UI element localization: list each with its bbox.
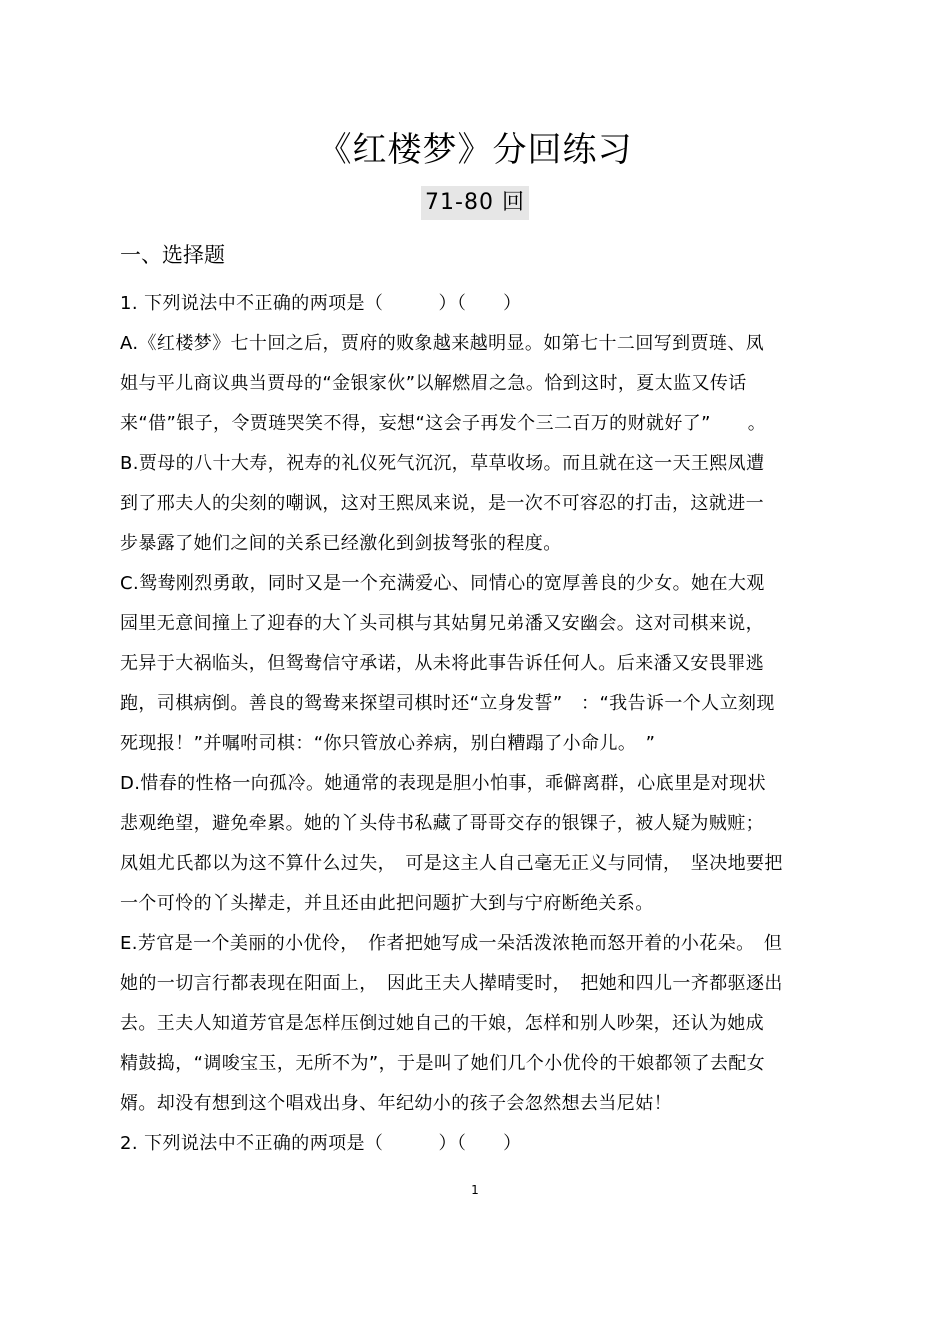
option-c-line-1: C.鸳鸯刚烈勇敢，同时又是一个充满爱心、同情心的宽厚善良的少女。她在大观 bbox=[120, 573, 765, 594]
document-title: 《红楼梦》分回练习 bbox=[317, 130, 633, 170]
option-d-line-2: 悲观绝望，避免牵累。她的丫头侍书私藏了哥哥交存的银锞子，被人疑为贼赃； bbox=[120, 813, 764, 834]
option-e-line-2: 她的一切言行都表现在阳面上， 因此王夫人撵晴雯时， 把她和四儿一齐都驱逐出 bbox=[120, 973, 783, 994]
option-a-line-1: A.《红楼梦》七十回之后，贾府的败象越来越明显。如第七十二回写到贾琏、凤 bbox=[120, 333, 765, 354]
option-c-line-2: 园里无意间撞上了迎春的大丫头司棋与其姑舅兄弟潘又安幽会。这对司棋来说， bbox=[120, 613, 764, 634]
option-d-line-4: 一个可怜的丫头撵走，并且还由此把问题扩大到与宁府断绝关系。 bbox=[120, 893, 654, 914]
section-heading: 一、选择题 bbox=[120, 243, 225, 267]
option-a-line-2: 姐与平儿商议典当贾母的“金银家伙”以解燃眉之急。恰到这时，夏太监又传话 bbox=[120, 373, 747, 394]
question-2: 2. 下列说法中不正确的两项是（ ）（ ） bbox=[120, 1133, 522, 1154]
option-b-line-2: 到了邢夫人的尖刻的嘲讽，这对王熙凤来说，是一次不可容忍的打击，这就进一 bbox=[120, 493, 764, 514]
subtitle-wrapper bbox=[0, 186, 950, 220]
option-b-line-3: 步暴露了她们之间的关系已经激化到剑拔弩张的程度。 bbox=[120, 533, 562, 554]
option-b-line-1: B.贾母的八十大寿，祝寿的礼仪死气沉沉，草草收场。而且就在这一天王熙凤遭 bbox=[120, 453, 765, 474]
page-number: 1 bbox=[471, 1183, 479, 1197]
option-c-line-3: 无异于大祸临头，但鸳鸯信守承诺，从未将此事告诉任何人。后来潘又安畏罪逃 bbox=[120, 653, 764, 674]
option-e-line-4: 精鼓捣，“调唆宝玉，无所不为”，于是叫了她们几个小优伶的干娘都领了去配女 bbox=[120, 1053, 766, 1074]
option-e-line-3: 去。王夫人知道芳官是怎样压倒过她自己的干娘，怎样和别人吵架，还认为她成 bbox=[120, 1013, 764, 1034]
option-d-line-3: 凤姐尤氏都以为这不算什么过失， 可是这主人自己毫无正义与同情， 坚决地要把 bbox=[120, 853, 783, 874]
question-body bbox=[120, 284, 840, 1164]
question-1: 1. 下列说法中不正确的两项是（ ）（ ） bbox=[120, 293, 522, 314]
option-c-line-5: 死现报！”并嘱咐司棋：“你只管放心养病，别白糟蹋了小命儿。 ” bbox=[120, 733, 656, 754]
option-a-line-3: 来“借”银子，令贾琏哭笑不得，妄想“这会子再发个三二百万的财就好了” 。 bbox=[120, 413, 767, 434]
option-c-line-4: 跑，司棋病倒。善良的鸳鸯来探望司棋时还“立身发誓” ：“我告诉一个人立刻现 bbox=[120, 693, 775, 714]
option-e-line-1: E.芳官是一个美丽的小优伶， 作者把她写成一朵活泼浓艳而怒开着的小花朵。 但 bbox=[120, 933, 783, 954]
chapter-range-subtitle: 71-80 回 bbox=[421, 186, 529, 220]
option-e-line-5: 婿。却没有想到这个唱戏出身、年纪幼小的孩子会忽然想去当尼姑！ bbox=[120, 1093, 672, 1114]
option-d-line-1: D.惜春的性格一向孤冷。她通常的表现是胆小怕事，乖僻离群，心底里是对现状 bbox=[120, 773, 766, 794]
